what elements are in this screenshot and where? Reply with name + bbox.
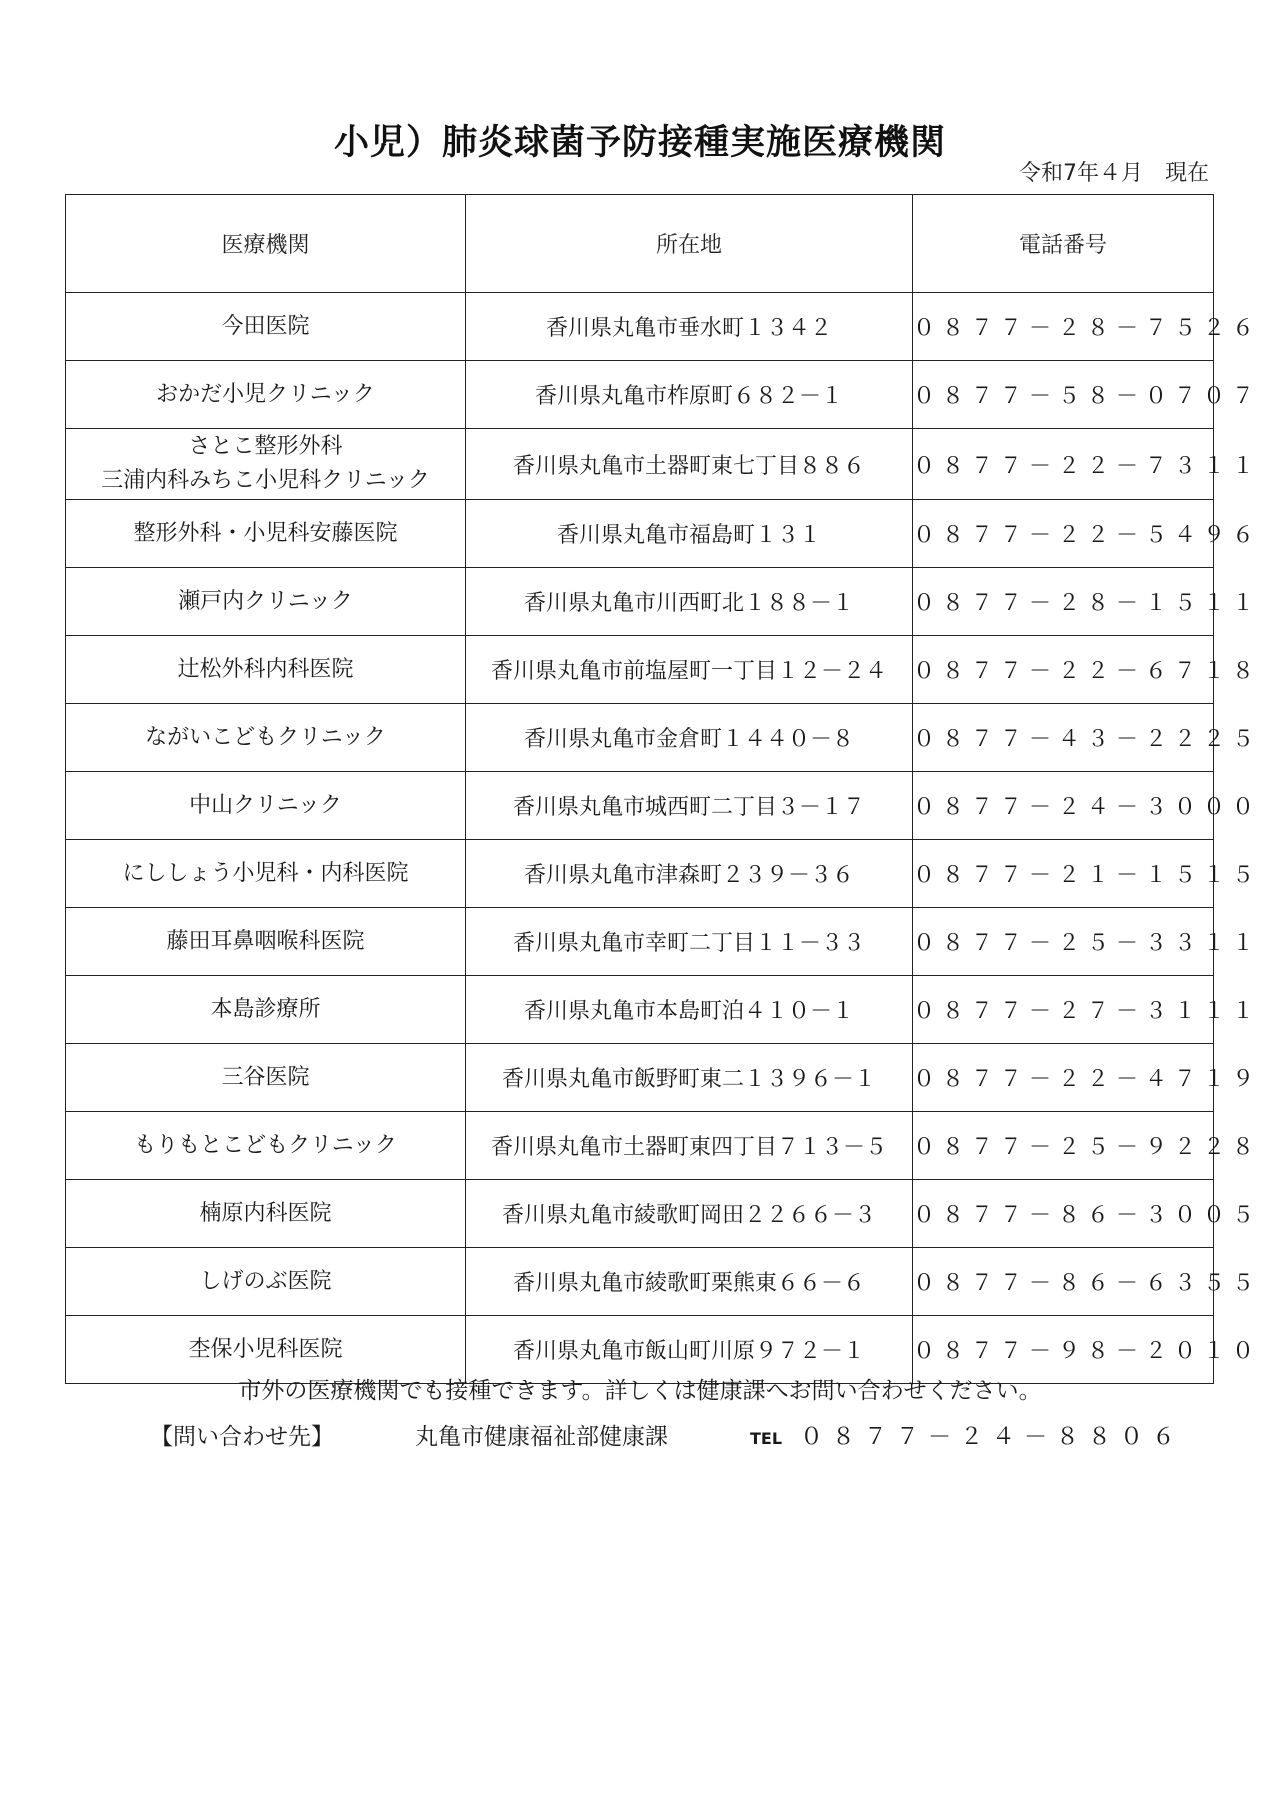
clinic-name — [66, 568, 466, 636]
clinic-tel: ０８７７－９８－２０１０ — [913, 1316, 1214, 1384]
clinic-tel: ０８７７－２８－１５１１ — [913, 568, 1214, 636]
clinic-address: 香川県丸亀市綾歌町岡田２２６６－３ — [466, 1180, 913, 1248]
clinic-address: 香川県丸亀市本島町泊４１０－１ — [466, 976, 913, 1044]
clinic-name-line: 本島診療所 — [210, 996, 321, 1022]
clinic-tel: ０８７７－８６－３００５ — [913, 1180, 1214, 1248]
clinic-tel: ０８７７－２４－３０００ — [913, 772, 1214, 840]
clinic-name-line: もりもとこどもクリニック — [134, 1132, 397, 1158]
clinic-name — [66, 908, 466, 976]
clinic-address: 香川県丸亀市城西町二丁目３－１７ — [466, 772, 913, 840]
table-row — [66, 1180, 1214, 1248]
clinic-address: 香川県丸亀市土器町東七丁目８８６ — [466, 429, 913, 500]
clinic-name-line: 楠原内科医院 — [199, 1200, 332, 1226]
table-row — [66, 293, 1214, 361]
clinic-address: 香川県丸亀市川西町北１８８－１ — [466, 568, 913, 636]
clinic-tel: ０８７７－２１－１５１５ — [913, 840, 1214, 908]
clinic-address: 香川県丸亀市金倉町１４４０－８ — [466, 704, 913, 772]
table-row — [66, 840, 1214, 908]
clinic-name — [66, 293, 466, 361]
clinic-tel: ０８７７－２８－７５２６ — [913, 293, 1214, 361]
clinic-address: 香川県丸亀市飯山町川原９７２－１ — [466, 1316, 913, 1384]
table-row — [66, 976, 1214, 1044]
clinic-name-line: 三谷医院 — [221, 1064, 310, 1090]
clinic-name-line: おかだ小児クリニック — [156, 381, 375, 407]
clinic-address: 香川県丸亀市飯野町東二１３９６－１ — [466, 1044, 913, 1112]
clinic-name — [66, 976, 466, 1044]
clinic-name-line: 中山クリニック — [189, 792, 342, 818]
contact-info — [150, 1418, 1184, 1451]
table-row — [66, 1248, 1214, 1316]
header-address: 所在地 — [466, 195, 913, 293]
clinic-address: 香川県丸亀市福島町１３１ — [466, 500, 913, 568]
clinic-address: 香川県丸亀市綾歌町栗熊東６６－６ — [466, 1248, 913, 1316]
table-row — [66, 1044, 1214, 1112]
header-clinic: 医療機関 — [66, 195, 466, 293]
clinic-name-line: にししょう小児科・内科医院 — [122, 860, 409, 886]
clinic-name — [66, 636, 466, 704]
clinic-tel: ０８７７－２７－３１１１ — [913, 976, 1214, 1044]
clinic-name-line: 今田医院 — [221, 313, 310, 339]
clinic-name — [66, 1248, 466, 1316]
clinic-address: 香川県丸亀市幸町二丁目１１－３３ — [466, 908, 913, 976]
clinic-name-line: 藤田耳鼻咽喉科医院 — [166, 928, 365, 954]
clinic-name — [66, 361, 466, 429]
table-row — [66, 908, 1214, 976]
clinic-tel: ０８７７－８６－６３５５ — [913, 1248, 1214, 1316]
table-row — [66, 704, 1214, 772]
clinic-name-line: 辻松外科内科医院 — [177, 656, 354, 682]
clinic-name — [66, 840, 466, 908]
clinic-name-line: 整形外科・小児科安藤医院 — [133, 520, 398, 546]
clinic-address: 香川県丸亀市前塩屋町一丁目１２－２４ — [466, 636, 913, 704]
contact-tel-label: TEL — [750, 1429, 783, 1448]
clinic-name-line: ながいこどもクリニック — [145, 724, 386, 750]
header-tel: 電話番号 — [913, 195, 1214, 293]
clinic-name — [66, 429, 466, 500]
contact-department: 丸亀市健康福祉部健康課 — [415, 1424, 668, 1450]
clinic-table-body — [66, 293, 1262, 1384]
clinic-tel: ０８７７－２５－９２２８ — [913, 1112, 1214, 1180]
clinic-name-line: しげのぶ医院 — [199, 1268, 332, 1294]
clinic-name — [66, 1180, 466, 1248]
as-of-date: 令和7年４月 現在 — [1019, 161, 1209, 186]
clinic-name — [66, 704, 466, 772]
table-row — [66, 1112, 1214, 1180]
table-row — [66, 500, 1214, 568]
clinic-address: 香川県丸亀市津森町２３９－３６ — [466, 840, 913, 908]
clinic-address: 香川県丸亀市垂水町１３４２ — [466, 293, 913, 361]
clinic-address: 香川県丸亀市土器町東四丁目７１３－５ — [466, 1112, 913, 1180]
table-header-row — [66, 195, 1214, 293]
clinic-name-line: 瀬戸内クリニック — [178, 588, 353, 614]
clinic-tel: ０８７７－２２－５４９６ — [913, 500, 1214, 568]
table-row — [66, 429, 1214, 500]
table-row — [66, 361, 1214, 429]
clinic-name — [66, 1112, 466, 1180]
contact-label: 【問い合わせ先】 — [150, 1424, 334, 1450]
clinic-tel: ０８７７－４３－２２２５ — [913, 704, 1214, 772]
clinic-name-line: 杢保小児科医院 — [188, 1336, 343, 1362]
clinic-name — [66, 772, 466, 840]
clinic-name-line: さとこ整形外科 — [188, 434, 343, 459]
notice-text: 市外の医療機関でも接種できます。詳しくは健康課へお問い合わせください。 — [238, 1378, 1042, 1404]
clinic-tel: ０８７７－２２－７３１１ — [913, 429, 1214, 500]
clinic-tel: ０８７７－２２－６７１８ — [913, 636, 1214, 704]
page-title: 小児）肺炎球菌予防接種実施医療機関 — [333, 123, 946, 164]
table-row — [66, 636, 1214, 704]
clinic-name — [66, 500, 466, 568]
clinic-name-line: 三浦内科みちこ小児科クリニック — [101, 468, 430, 493]
table-row — [66, 772, 1214, 840]
clinic-tel: ０８７７－５８－０７０７ — [913, 361, 1214, 429]
table-row — [66, 568, 1214, 636]
clinic-table — [65, 194, 1262, 1384]
clinic-address: 香川県丸亀市柞原町６８２－１ — [466, 361, 913, 429]
clinic-tel: ０８７７－２２－４７１９ — [913, 1044, 1214, 1112]
clinic-name — [66, 1044, 466, 1112]
clinic-tel: ０８７７－２５－３３１１ — [913, 908, 1214, 976]
contact-tel: ０８７７－２４－８８０６ — [800, 1424, 1184, 1450]
